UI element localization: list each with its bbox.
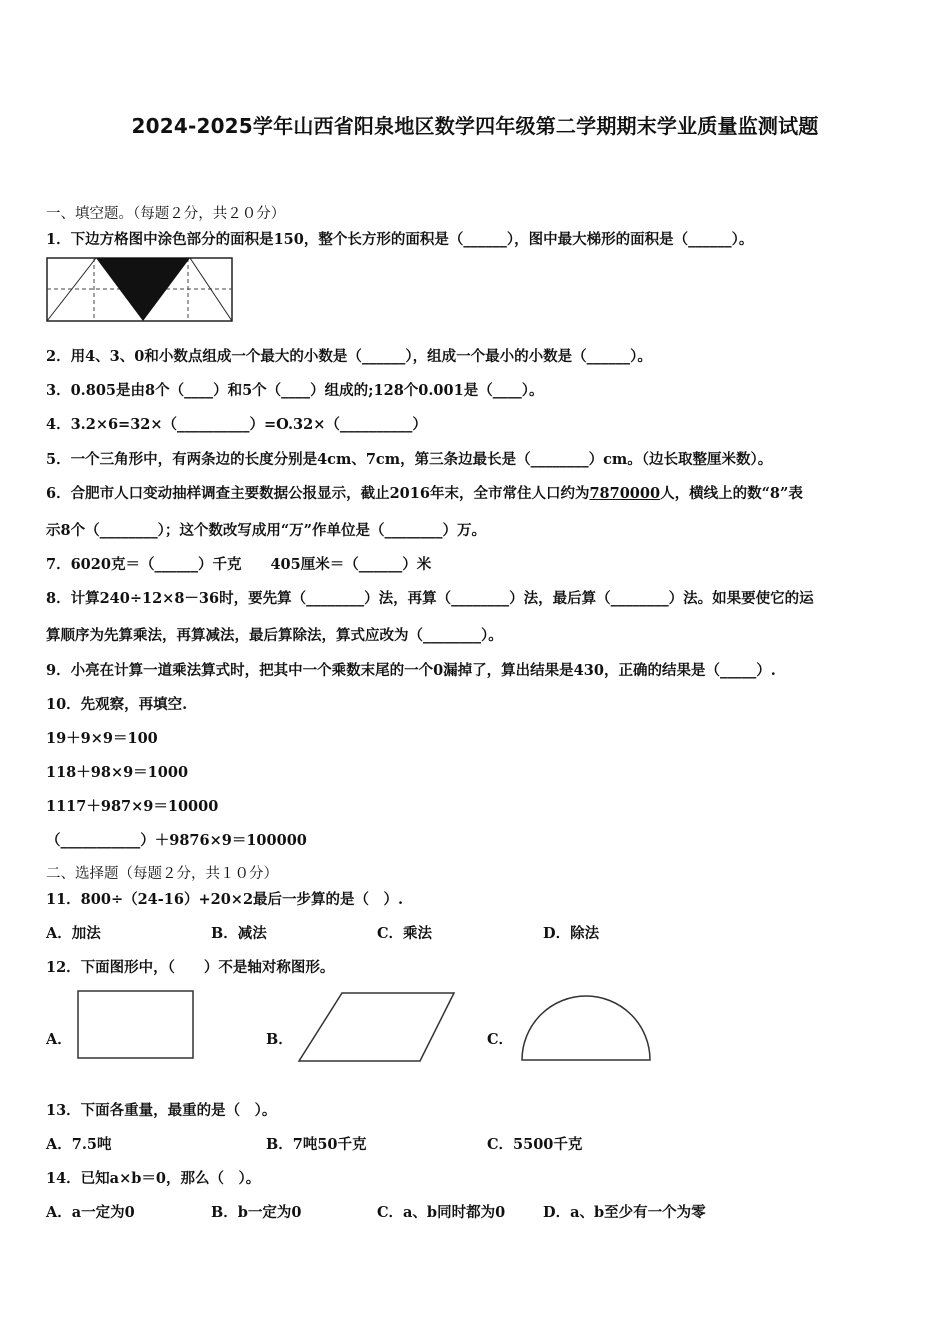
q14-option-d: D．a、b至少有一个为零 <box>543 1204 706 1221</box>
question-6-part1: 6．合肥市人口变动抽样调查主要数据公报显示，截止2016年末，全市常住人口约为 <box>46 485 590 502</box>
parallelogram-shape <box>297 991 457 1063</box>
section2-heading: 二、选择题（每题２分，共１０分） <box>46 866 278 882</box>
question-6-line2: 示8个（________）；这个数改写成用“万”作单位是（________）万。 <box>46 522 487 539</box>
question-2: 2．用4、3、0和小数点组成一个最大的小数是（______），组成一个最小的小数是（______）。 <box>46 348 652 365</box>
section1-heading: 一、填空题。（每题２分，共２０分） <box>46 206 286 222</box>
question-13: 13．下面各重量，最重的是（ ）。 <box>46 1102 277 1119</box>
rectangle-shape <box>76 990 196 1060</box>
question-4: 4．3.2×6=32×（__________）=O.32×（__________） <box>46 416 427 433</box>
grid-trapezoid-figure <box>46 257 233 322</box>
question-6-line1 <box>46 482 803 503</box>
question-10-eq4: （___________）＋9876×9＝100000 <box>46 832 307 849</box>
question-11: 11．800÷（24-16）+20×2最后一步算的是（ ）. <box>46 891 404 908</box>
question-10-stem: 10．先观察，再填空. <box>46 696 188 713</box>
question-3: 3．0.805是由8个（____）和5个（____）组成的;128个0.001是（____）。 <box>46 382 544 399</box>
question-5: 5．一个三角形中，有两条边的长度分别是4cm、7cm，第三条边最长是（________）cm。（边长取整厘米数）。 <box>46 451 773 468</box>
question-8-line1: 8．计算240÷12×8－36时，要先算（________）法，再算（________）法，最后算（________）法。如果要使它的运 <box>46 590 814 607</box>
question-12: 12．下面图形中，（ ）不是轴对称图形。 <box>46 959 335 976</box>
question-10-eq3: 1117＋987×9＝10000 <box>46 798 219 815</box>
q11-option-d: D．除法 <box>543 925 600 942</box>
question-10-eq1: 19＋9×9＝100 <box>46 730 158 747</box>
question-6-part2: 人，横线上的数“8”表 <box>660 485 803 502</box>
q13-option-b: B．7吨50千克 <box>266 1136 367 1153</box>
q13-option-c: C．5500千克 <box>487 1136 583 1153</box>
question-6-number: 7870000 <box>589 485 661 502</box>
q14-option-c: C．a、b同时都为0 <box>377 1204 506 1221</box>
q14-option-b: B．b一定为0 <box>211 1204 302 1221</box>
q12-label-a: A． <box>46 1031 72 1048</box>
page-title: 2024-2025学年山西省阳泉地区数学四年级第二学期期末学业质量监测试题 <box>131 114 819 138</box>
question-8-line2: 算顺序为先算乘法，再算减法，最后算除法，算式应改为（________）。 <box>46 627 503 644</box>
q11-option-b: B．减法 <box>211 925 267 942</box>
q14-option-a: A．a一定为0 <box>46 1204 135 1221</box>
question-9: 9．小亮在计算一道乘法算式时，把其中一个乘数末尾的一个0漏掉了，算出结果是430，正确的结果是（_____）. <box>46 662 776 679</box>
question-14: 14．已知a×b＝0，那么（ ）。 <box>46 1170 261 1187</box>
question-7: 7．6020克＝（______）千克 405厘米＝（______）米 <box>46 556 432 573</box>
semicircle-shape <box>520 994 655 1062</box>
question-10-eq2: 118＋98×9＝1000 <box>46 764 189 781</box>
q11-option-c: C．乘法 <box>377 925 433 942</box>
question-1: 1．下边方格图中涂色部分的面积是150，整个长方形的面积是（______），图中最大梯形的面积是（______）。 <box>46 231 754 248</box>
q11-option-a: A．加法 <box>46 925 101 942</box>
q13-option-a: A．7.5吨 <box>46 1136 112 1153</box>
q12-label-b: B． <box>266 1031 293 1048</box>
q12-label-c: C． <box>487 1031 514 1048</box>
